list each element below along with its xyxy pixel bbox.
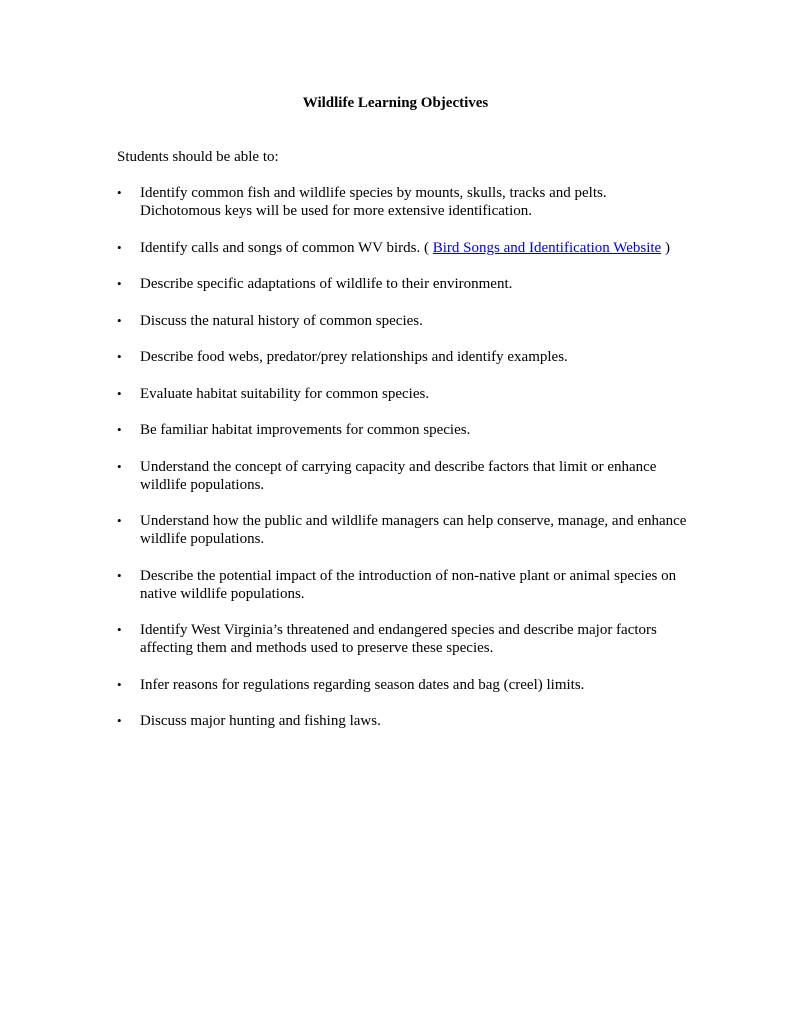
bullet-icon: • [117, 312, 122, 328]
bullet-icon: • [117, 349, 122, 364]
objective-text: Evaluate habitat suitability for common species. [140, 385, 430, 402]
objective-text: Identify common fish and wildlife species by mounts, skulls, tracks and pelts. Dichotomous keys will be used for more extensive identification. [140, 185, 607, 219]
objective-item [117, 621, 687, 657]
objective-item [117, 712, 687, 730]
objective-item [117, 184, 687, 220]
objective-text: Describe food webs, predator/prey relationships and identify examples. [140, 349, 568, 365]
objectives-list [117, 184, 687, 749]
bullet-icon: • [117, 713, 122, 728]
bullet-icon: • [117, 422, 122, 437]
bullet-icon: • [117, 276, 122, 291]
objective-text: Describe the potential impact of the introduction of non-native plant or animal species on native wildlife populations. [140, 567, 677, 602]
objective-text: Discuss major hunting and fishing laws. [140, 713, 381, 729]
objective-item [117, 312, 687, 330]
objective-text: Identify West Virginia’s threatened and endangered species and describe major factors affecting them and methods used to preserve these species. [140, 622, 657, 656]
bullet-icon: • [117, 567, 122, 583]
objective-item [117, 385, 687, 403]
bullet-icon: • [117, 458, 122, 474]
objective-item [117, 567, 687, 603]
objective-text: Infer reasons for regulations regarding season dates and bag (creel) limits. [140, 676, 585, 693]
objective-item [117, 676, 687, 694]
objective-item [117, 275, 687, 293]
document-title: Wildlife Learning Objectives [302, 95, 489, 111]
bullet-icon: • [117, 239, 122, 255]
objective-text: Describe specific adaptations of wildlife to their environment. [140, 276, 513, 292]
bullet-icon: • [117, 385, 122, 401]
objective-text: Discuss the natural history of common species. [140, 312, 423, 329]
bullet-icon: • [117, 513, 122, 528]
objective-text: Understand how the public and wildlife managers can help conserve, manage, and enhance wildlife populations. [140, 513, 687, 547]
objective-item [117, 348, 687, 366]
bullet-icon: • [117, 622, 122, 637]
objective-text: Understand the concept of carrying capacity and describe factors that limit or enhance wildlife populations. [140, 458, 657, 493]
objective-item [117, 458, 687, 494]
objective-item [117, 512, 687, 548]
bird-songs-link[interactable]: Bird Songs and Identification Website [432, 239, 662, 256]
objective-text: Be familiar habitat improvements for common species. [140, 422, 471, 438]
objective-text-suffix: ) [661, 239, 670, 256]
objective-item [117, 421, 687, 439]
bullet-icon: • [117, 185, 122, 200]
objective-text-prefix: Identify calls and songs of common WV birds. ( [140, 239, 433, 256]
intro-text: Students should be able to: [117, 149, 279, 165]
bullet-icon: • [117, 676, 122, 692]
objective-item [117, 239, 687, 257]
